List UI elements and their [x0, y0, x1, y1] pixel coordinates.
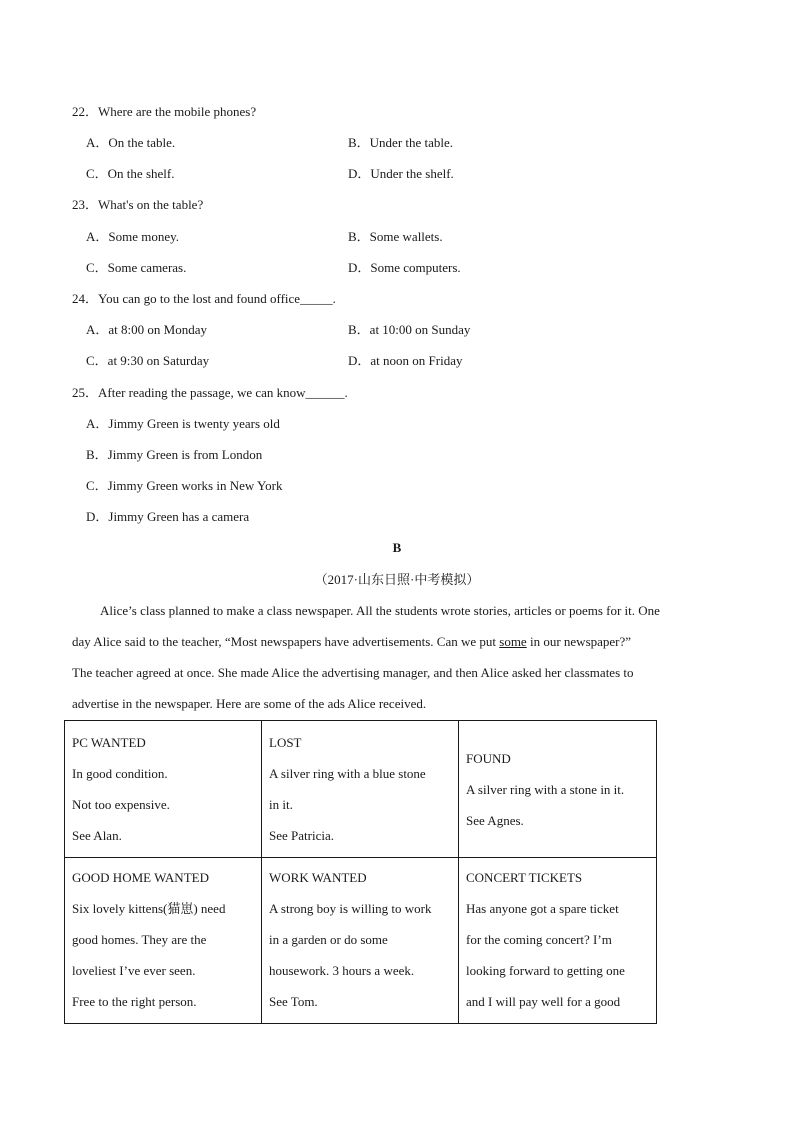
ad-line: A silver ring with a blue stone — [269, 766, 426, 781]
question-24-option-c: C．at 9:30 on Saturday — [86, 353, 210, 368]
question-22-option-b: B．Under the table. — [348, 135, 454, 150]
ad-title: GOOD HOME WANTED — [72, 870, 209, 885]
ad-work-wanted — [262, 858, 459, 1024]
ad-good-home-wanted — [65, 858, 262, 1024]
ad-line: housework. 3 hours a week. — [269, 963, 415, 978]
question-25-option-a: A．Jimmy Green is twenty years old — [86, 416, 280, 431]
ad-line: Six lovely kittens(猫崽) need — [72, 901, 226, 916]
ad-line: Free to the right person. — [72, 994, 197, 1009]
ad-line: See Agnes. — [466, 812, 524, 828]
question-22-option-a: A．On the table. — [86, 135, 176, 150]
question-24-option-a: A．at 8:00 on Monday — [86, 322, 207, 337]
ads-table — [64, 720, 657, 1024]
ad-line: See Alan. — [72, 828, 122, 843]
question-25-stem: 25．After reading the passage, we can know______. — [72, 385, 348, 400]
question-25-option-c: C．Jimmy Green works in New York — [86, 478, 283, 493]
section-source: （2017·山东日照·中考模拟） — [314, 572, 480, 587]
ad-line: looking forward to getting one — [466, 963, 625, 978]
question-25-option-d: D．Jimmy Green has a camera — [86, 509, 250, 524]
question-23-option-c: C．Some cameras. — [86, 260, 187, 275]
passage-line-2-end: in our newspaper?” — [526, 634, 632, 649]
ad-title: WORK WANTED — [269, 870, 367, 885]
question-23-stem: 23．What's on the table? — [72, 197, 204, 212]
section-letter: B — [392, 540, 402, 555]
ad-line: in it. — [269, 797, 293, 812]
ad-line: In good condition. — [72, 766, 168, 781]
question-22-option-c: C．On the shelf. — [86, 166, 175, 181]
ad-found — [459, 721, 657, 858]
question-23-option-a: A．Some money. — [86, 229, 180, 244]
passage-line-2-start: day Alice said to the teacher, “Most newspapers have advertisements. Can we put — [72, 634, 500, 649]
ad-line: for the coming concert? I’m — [466, 932, 612, 947]
ad-pc-wanted — [65, 721, 262, 858]
ad-concert-tickets — [459, 858, 657, 1024]
question-22-option-d: D．Under the shelf. — [348, 166, 454, 181]
ad-line: good homes. They are the — [72, 932, 207, 947]
ad-line: loveliest I’ve ever seen. — [72, 963, 196, 978]
passage-line-3: The teacher agreed at once. She made Alice the advertising manager, and then Alice asked her classmates to — [72, 665, 634, 680]
question-24-stem: 24．You can go to the lost and found office_____. — [72, 291, 336, 306]
ad-line: Has anyone got a spare ticket — [466, 901, 619, 916]
passage-line-1: Alice’s class planned to make a class newspaper. All the students wrote stories, articles or poems for it. One — [100, 603, 660, 618]
ad-line: A silver ring with a stone in it. — [466, 781, 625, 797]
ad-line: and I will pay well for a good — [466, 994, 621, 1009]
question-25-option-b: B．Jimmy Green is from London — [86, 447, 263, 462]
ad-line: in a garden or do some — [269, 932, 388, 947]
question-23-option-d: D．Some computers. — [348, 260, 461, 275]
ads-row — [65, 858, 657, 1024]
ads-row — [65, 721, 657, 858]
question-24-option-d: D．at noon on Friday — [348, 353, 463, 368]
passage-line-4: advertise in the newspaper. Here are some of the ads Alice received. — [72, 696, 427, 711]
question-22-stem: 22．Where are the mobile phones? — [72, 104, 257, 119]
question-24-option-b: B．at 10:00 on Sunday — [348, 322, 471, 337]
ad-line: A strong boy is willing to work — [269, 901, 432, 916]
ad-title: FOUND — [466, 750, 511, 766]
ad-title: PC WANTED — [72, 735, 146, 750]
ad-line: See Patricia. — [269, 828, 334, 843]
passage-underlined-word: some — [499, 634, 527, 649]
question-23-option-b: B．Some wallets. — [348, 229, 443, 244]
ad-line: See Tom. — [269, 994, 318, 1009]
ad-lost — [262, 721, 459, 858]
ad-title: LOST — [269, 735, 302, 750]
ad-title: CONCERT TICKETS — [466, 870, 583, 885]
passage-line-2 — [72, 634, 631, 650]
ad-line: Not too expensive. — [72, 797, 170, 812]
